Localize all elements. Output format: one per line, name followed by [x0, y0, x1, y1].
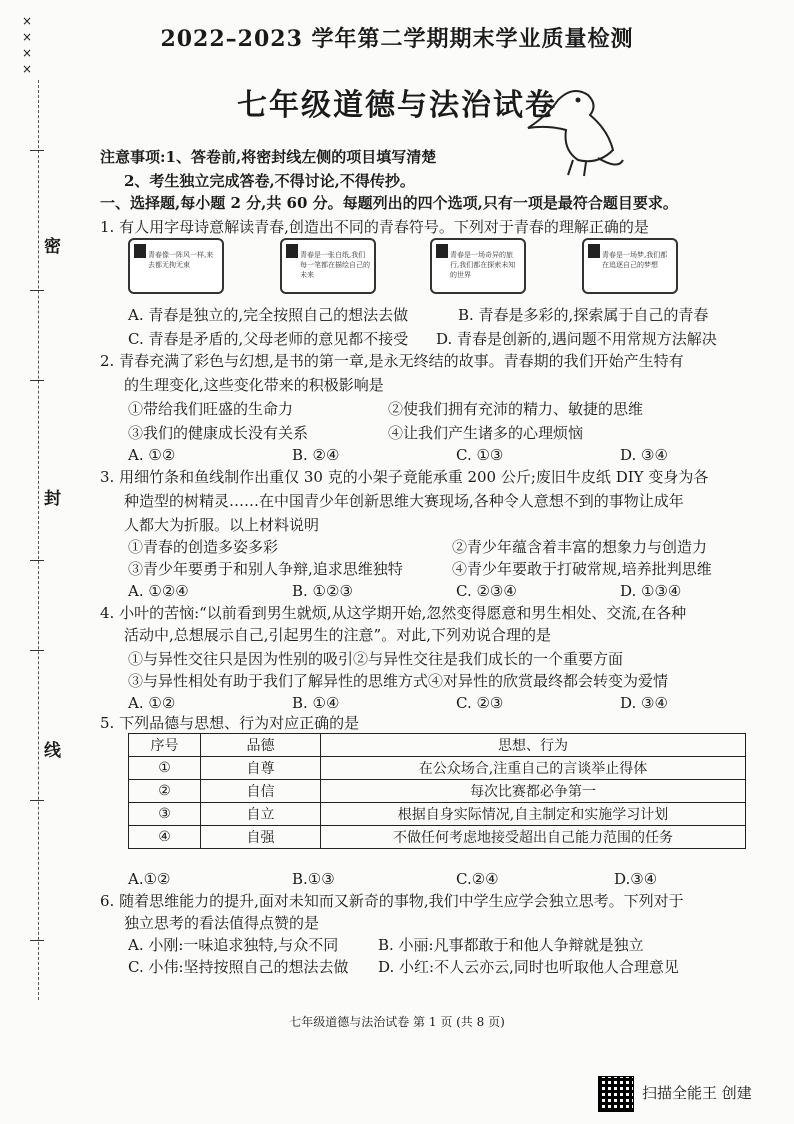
seal-tick	[30, 290, 44, 291]
option-c: C. ①③	[456, 446, 504, 464]
question-5-stem: 5. 下列品德与思想、行为对应正确的是	[100, 714, 360, 732]
statement-1: ①带给我们旺盛的生命力	[128, 400, 294, 418]
statement-1-2: ①与异性交往只是因为性别的吸引②与异性交往是我们成长的一个重要方面	[128, 650, 624, 668]
option-d: D. ③④	[620, 694, 668, 712]
notice-line-2: 2、考生独立完成答卷,不得讨论,不得传抄。	[124, 172, 415, 190]
seal-dashed-line	[38, 80, 40, 1000]
question-2-stem: 2. 青春充满了彩色与幻想,是书的第一章,是永无终结的故事。青春期的我们开始产生特有	[100, 352, 684, 370]
table-header: 序号	[129, 734, 201, 757]
table-cell: ①	[129, 757, 201, 780]
bird-doodle-icon	[518, 80, 628, 180]
option-c: C. ②③	[456, 694, 504, 712]
table-row	[129, 803, 746, 826]
seal-tick	[30, 150, 44, 151]
card-text: 青春是一场梦,我们都在追逐自己的梦想	[602, 251, 668, 269]
option-a: A. ①②	[128, 694, 176, 712]
seal-char-feng: 封	[44, 489, 61, 509]
question-6-stem-cont: 独立思考的看法值得点赞的是	[124, 914, 320, 932]
page-footer: 七年级道德与法治试卷 第 1 页 (共 8 页)	[289, 1015, 505, 1029]
question-4-stem-cont: 活动中,总想展示自己,引起男生的注意”。对此,下列劝说合理的是	[124, 626, 551, 644]
youth-card-2	[280, 238, 376, 294]
table-cell: ③	[129, 803, 201, 826]
seal-tick	[30, 940, 44, 941]
table-cell: 自立	[201, 803, 321, 826]
notice-line-1: 注意事项:1、答卷前,将密封线左侧的项目填写清楚	[100, 148, 437, 166]
table-row	[129, 826, 746, 849]
question-6-stem: 6. 随着思维能力的提升,面对未知而又新奇的事物,我们中学生应学会独立思考。下列对于	[100, 892, 684, 910]
table-cell: 自信	[201, 780, 321, 803]
question-3-stem: 3. 用细竹条和鱼线制作出重仅 30 克的小架子竟能承重 200 公斤;废旧牛皮纸 DIY 变身为各	[100, 468, 709, 486]
option-a: A. 青春是独立的,完全按照自己的想法去做	[128, 306, 409, 324]
seal-char-mi: 密	[44, 237, 61, 257]
option-b: B. 青春是多彩的,探索属于自己的青春	[458, 306, 709, 324]
table-cell: 自尊	[201, 757, 321, 780]
seal-mark: ×	[22, 46, 33, 60]
table-cell: ②	[129, 780, 201, 803]
seal-tick	[30, 800, 44, 801]
seal-tick	[30, 650, 44, 651]
option-a: A.①②	[128, 870, 171, 888]
option-b: B. 小丽:凡事都敢于和他人争辩就是独立	[378, 936, 644, 954]
seal-char-xian: 线	[44, 741, 61, 761]
option-c: C.②④	[456, 870, 499, 888]
card-text: 青春像一阵风一样,来去都无拘无束	[148, 251, 214, 269]
question-3-stem-cont: 人都大为折服。以上材料说明	[124, 516, 320, 534]
question-2-stem-cont: 的生理变化,这些变化带来的积极影响是	[124, 376, 384, 394]
option-d: D.③④	[614, 870, 658, 888]
table-cell: 自强	[201, 826, 321, 849]
virtue-table	[128, 733, 746, 849]
youth-card-4	[582, 238, 678, 294]
card-text: 青春是一张白纸,我们每一笔都在描绘自己的未来	[300, 251, 370, 279]
seal-mark: ×	[22, 30, 33, 44]
option-b: B. ①②③	[292, 582, 353, 600]
option-a: A. ①②④	[128, 582, 189, 600]
youth-card-1	[128, 238, 224, 294]
seal-mark: ×	[22, 14, 33, 28]
statement-2: ②青少年蕴含着丰富的想象力与创造力	[452, 538, 708, 556]
table-cell: ④	[129, 826, 201, 849]
option-d: D. ①③④	[620, 582, 682, 600]
option-b: B. ②④	[292, 446, 340, 464]
statement-1: ①青春的创造多姿多彩	[128, 538, 279, 556]
option-a: A. ①②	[128, 446, 176, 464]
page-subtitle: 七年级道德与法治试卷	[237, 88, 557, 123]
option-b: B.①③	[292, 870, 335, 888]
question-1-stem: 1. 有人用字母诗意解读青春,创造出不同的青春符号。下列对于青春的理解正确的是	[100, 218, 649, 236]
option-d: D. ③④	[620, 446, 668, 464]
option-c: C. 青春是矛盾的,父母老师的意见都不接受	[128, 330, 409, 348]
page-title: 2022–2023 学年第二学期期末学业质量检测	[160, 26, 634, 52]
seal-tick	[30, 560, 44, 561]
option-a: A. 小刚:一味追求独特,与众不同	[128, 936, 339, 954]
seal-mark: ×	[22, 62, 33, 76]
table-row	[129, 757, 746, 780]
option-c: C. ②③④	[456, 582, 517, 600]
statement-2: ②使我们拥有充沛的精力、敏捷的思维	[388, 400, 644, 418]
statement-3: ③青少年要勇于和别人争辩,追求思维独特	[128, 560, 403, 578]
section-heading: 一、选择题,每小题 2 分,共 60 分。每题列出的四个选项,只有一项是最符合题目要求。	[100, 194, 678, 212]
scanner-watermark: 扫描全能王 创建	[642, 1084, 752, 1102]
table-header: 思想、行为	[321, 734, 746, 757]
option-d: D. 小红:不人云亦云,同时也听取他人合理意见	[378, 958, 679, 976]
qr-code-icon	[598, 1076, 634, 1112]
table-cell: 每次比赛都必争第一	[321, 780, 746, 803]
table-cell: 在公众场合,注重自己的言谈举止得体	[321, 757, 746, 780]
table-header: 品德	[201, 734, 321, 757]
table-header-row	[129, 734, 746, 757]
statement-3: ③我们的健康成长没有关系	[128, 424, 309, 442]
table-cell: 不做任何考虑地接受超出自己能力范围的任务	[321, 826, 746, 849]
seal-tick	[30, 380, 44, 381]
statement-3-4: ③与异性相处有助于我们了解异性的思维方式④对异性的欣赏最终都会转变为爱情	[128, 672, 669, 690]
card-text: 青春是一场奇异的旅行,我们都在探索未知的世界	[450, 251, 516, 279]
youth-card-3	[430, 238, 526, 294]
option-b: B. ①④	[292, 694, 340, 712]
statement-4: ④让我们产生诸多的心理烦恼	[388, 424, 584, 442]
table-row	[129, 780, 746, 803]
question-4-stem: 4. 小叶的苦恼:“以前看到男生就烦,从这学期开始,忽然变得愿意和男生相处、交流,在各种	[100, 604, 687, 622]
option-c: C. 小伟:坚持按照自己的想法去做	[128, 958, 349, 976]
table-cell: 根据自身实际情况,自主制定和实施学习计划	[321, 803, 746, 826]
question-3-stem-cont: 种造型的树精灵……在中国青少年创新思维大赛现场,各种令人意想不到的事物让成年	[124, 492, 684, 510]
statement-4: ④青少年要敢于打破常规,培养批判思维	[452, 560, 712, 578]
option-d: D. 青春是创新的,遇问题不用常规方法解决	[436, 330, 717, 348]
